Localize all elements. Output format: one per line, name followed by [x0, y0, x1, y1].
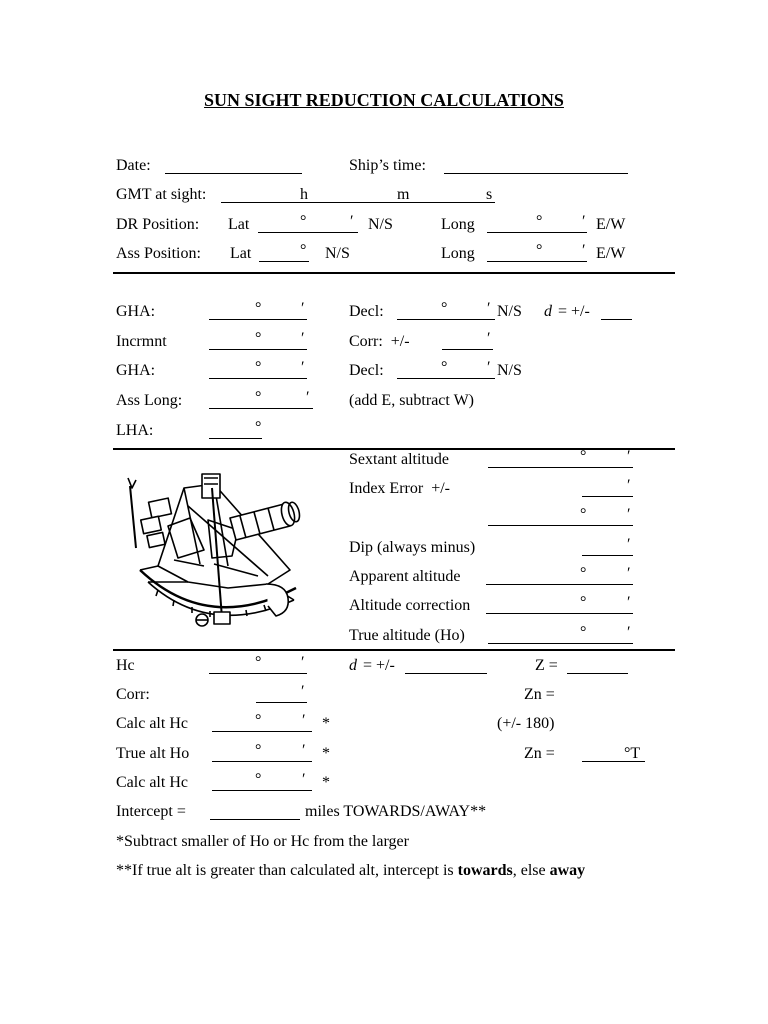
sextant-altitude-label: Sextant altitude: [349, 451, 449, 468]
intercept-field[interactable]: [210, 819, 300, 820]
d-field[interactable]: [405, 673, 487, 674]
footnote-1: *Subtract smaller of Ho or Hc from the larger: [116, 833, 409, 850]
corr-label: Corr:: [116, 686, 150, 703]
minute-symbol: ′: [582, 242, 586, 259]
apparent-altitude-label: Apparent altitude: [349, 568, 461, 585]
degree-symbol: °: [580, 565, 587, 582]
d-label: d: [349, 657, 357, 674]
zn-label: Zn =: [524, 745, 555, 762]
dr-lat-field[interactable]: [258, 232, 358, 233]
footnote-2-away: away: [549, 862, 586, 879]
d-eq: = +/-: [363, 657, 395, 674]
degree-symbol: °: [255, 330, 262, 347]
z-field[interactable]: [567, 673, 628, 674]
degree-symbol: °: [255, 419, 262, 436]
ships-time-label: Ship’s time:: [349, 157, 426, 174]
true-altitude-label: True altitude (Ho): [349, 627, 465, 644]
minute-symbol: ′: [627, 448, 631, 465]
decl-label: Decl:: [349, 303, 384, 320]
minute-symbol: ′: [306, 389, 310, 406]
minute-symbol: ′: [301, 359, 305, 376]
minute-symbol: ′: [582, 213, 586, 230]
decl-total-field[interactable]: [397, 378, 495, 379]
hc-label: Hc: [116, 657, 135, 674]
index-error-field[interactable]: [582, 496, 633, 497]
subtotal-field[interactable]: [488, 525, 633, 526]
minute-symbol: ′: [487, 330, 491, 347]
minute-symbol: ′: [301, 300, 305, 317]
degree-symbol: °: [580, 448, 587, 465]
z-label: Z =: [535, 657, 558, 674]
dr-long-label: Long: [441, 216, 475, 233]
minute-symbol: ′: [487, 300, 491, 317]
lha-label: LHA:: [116, 422, 154, 439]
altitude-correction-field[interactable]: [486, 613, 633, 614]
asterisk: *: [322, 715, 330, 732]
minute-symbol: ′: [301, 330, 305, 347]
ass-position-label: Ass Position:: [116, 245, 201, 262]
apparent-altitude-field[interactable]: [486, 584, 633, 585]
degree-symbol: °: [255, 742, 262, 759]
degree-symbol: °: [536, 242, 543, 259]
dr-position-label: DR Position:: [116, 216, 200, 233]
ships-time-field[interactable]: [444, 173, 628, 174]
degrees-true-symbol: °T: [624, 745, 641, 762]
degree-symbol: °: [255, 389, 262, 406]
footnote-2-towards: towards: [457, 862, 513, 879]
footnote-2-text: **If true alt is greater than calculated alt, intercept is: [116, 862, 458, 879]
d-label: d: [544, 303, 552, 320]
ass-ns: N/S: [325, 245, 350, 262]
d-field[interactable]: [601, 319, 632, 320]
page-title: SUN SIGHT REDUCTION CALCULATIONS: [204, 90, 564, 110]
minute-symbol: ′: [627, 506, 631, 523]
dr-lat-label: Lat: [228, 216, 250, 233]
sextant-altitude-field[interactable]: [488, 467, 633, 468]
date-field[interactable]: [165, 173, 302, 174]
decl-field[interactable]: [397, 319, 495, 320]
degree-symbol: °: [255, 300, 262, 317]
dr-ew: E/W: [596, 216, 626, 233]
minute-symbol: ′: [350, 213, 354, 230]
corr-field[interactable]: [442, 349, 493, 350]
decl-ns: N/S: [497, 362, 522, 379]
miles-label: miles TOWARDS/AWAY**: [305, 803, 487, 820]
dip-label: Dip (always minus): [349, 539, 476, 556]
sextant-icon: [118, 466, 304, 636]
hc-field[interactable]: [209, 673, 307, 674]
ass-lat-field[interactable]: [259, 261, 309, 262]
gha-label: GHA:: [116, 303, 156, 320]
degree-symbol: °: [580, 624, 587, 641]
index-error-label: Index Error +/-: [349, 480, 450, 497]
degree-symbol: °: [441, 300, 448, 317]
gha-total-field[interactable]: [209, 378, 307, 379]
plus-minus-180: (+/- 180): [497, 715, 555, 732]
dr-long-field[interactable]: [487, 232, 587, 233]
ass-long-field[interactable]: [487, 261, 587, 262]
true-alt-ho-label: True alt Ho: [116, 745, 190, 762]
minute-symbol: ′: [627, 594, 631, 611]
minute-symbol: ′: [487, 359, 491, 376]
degree-symbol: °: [580, 594, 587, 611]
gmt-label: GMT at sight:: [116, 186, 207, 203]
minute-symbol: ′: [627, 477, 631, 494]
footnote-2-text-b: , else: [512, 862, 550, 879]
asterisk: *: [322, 745, 330, 762]
divider: [113, 448, 675, 450]
ass-long-label: Ass Long:: [116, 392, 183, 409]
ass-ew: E/W: [596, 245, 626, 262]
minute-symbol: ′: [301, 683, 305, 700]
add-note: (add E, subtract W): [349, 392, 474, 409]
gmt-s: s: [486, 186, 493, 203]
gha-field[interactable]: [209, 319, 307, 320]
lha-field[interactable]: [209, 438, 262, 439]
gmt-m: m: [397, 186, 410, 203]
degree-symbol: °: [255, 712, 262, 729]
minute-symbol: ′: [301, 654, 305, 671]
ass-long-field[interactable]: [209, 408, 313, 409]
calc-alt-hc-field[interactable]: [212, 731, 312, 732]
minute-symbol: ′: [627, 536, 631, 553]
calc-alt-hc-label: Calc alt Hc: [116, 774, 188, 791]
minute-symbol: ′: [302, 712, 306, 729]
footnote-2: [116, 862, 585, 880]
calc-alt-hc-field-2[interactable]: [212, 790, 312, 791]
degree-symbol: °: [536, 213, 543, 230]
altitude-correction-label: Altitude correction: [349, 597, 471, 614]
corr-label: Corr: +/-: [349, 333, 410, 350]
degree-symbol: °: [255, 771, 262, 788]
gha-label: GHA:: [116, 362, 156, 379]
degree-symbol: °: [580, 506, 587, 523]
minute-symbol: ′: [627, 565, 631, 582]
degree-symbol: °: [255, 654, 262, 671]
minute-symbol: ′: [302, 771, 306, 788]
calc-alt-hc-label: Calc alt Hc: [116, 715, 188, 732]
incrmnt-label: Incrmnt: [116, 333, 167, 350]
gmt-field[interactable]: [221, 202, 495, 203]
dip-field[interactable]: [582, 555, 633, 556]
degree-symbol: °: [255, 359, 262, 376]
corr-field[interactable]: [256, 702, 307, 703]
decl-label: Decl:: [349, 362, 384, 379]
degree-symbol: °: [441, 359, 448, 376]
divider: [113, 272, 675, 274]
divider: [113, 649, 675, 651]
minute-symbol: ′: [302, 742, 306, 759]
degree-symbol: °: [300, 213, 307, 230]
true-alt-ho-field[interactable]: [212, 761, 312, 762]
zn-label: Zn =: [524, 686, 555, 703]
ass-lat-label: Lat: [230, 245, 252, 262]
minute-symbol: ′: [627, 624, 631, 641]
date-label: Date:: [116, 157, 151, 174]
ass-long-label: Long: [441, 245, 475, 262]
intercept-label: Intercept =: [116, 803, 186, 820]
d-eq: = +/-: [558, 303, 590, 320]
asterisk: *: [322, 774, 330, 791]
incrmnt-field[interactable]: [209, 349, 307, 350]
decl-ns: N/S: [497, 303, 522, 320]
degree-symbol: °: [300, 242, 307, 259]
true-altitude-field[interactable]: [488, 643, 633, 644]
dr-ns: N/S: [368, 216, 393, 233]
gmt-h: h: [300, 186, 308, 203]
